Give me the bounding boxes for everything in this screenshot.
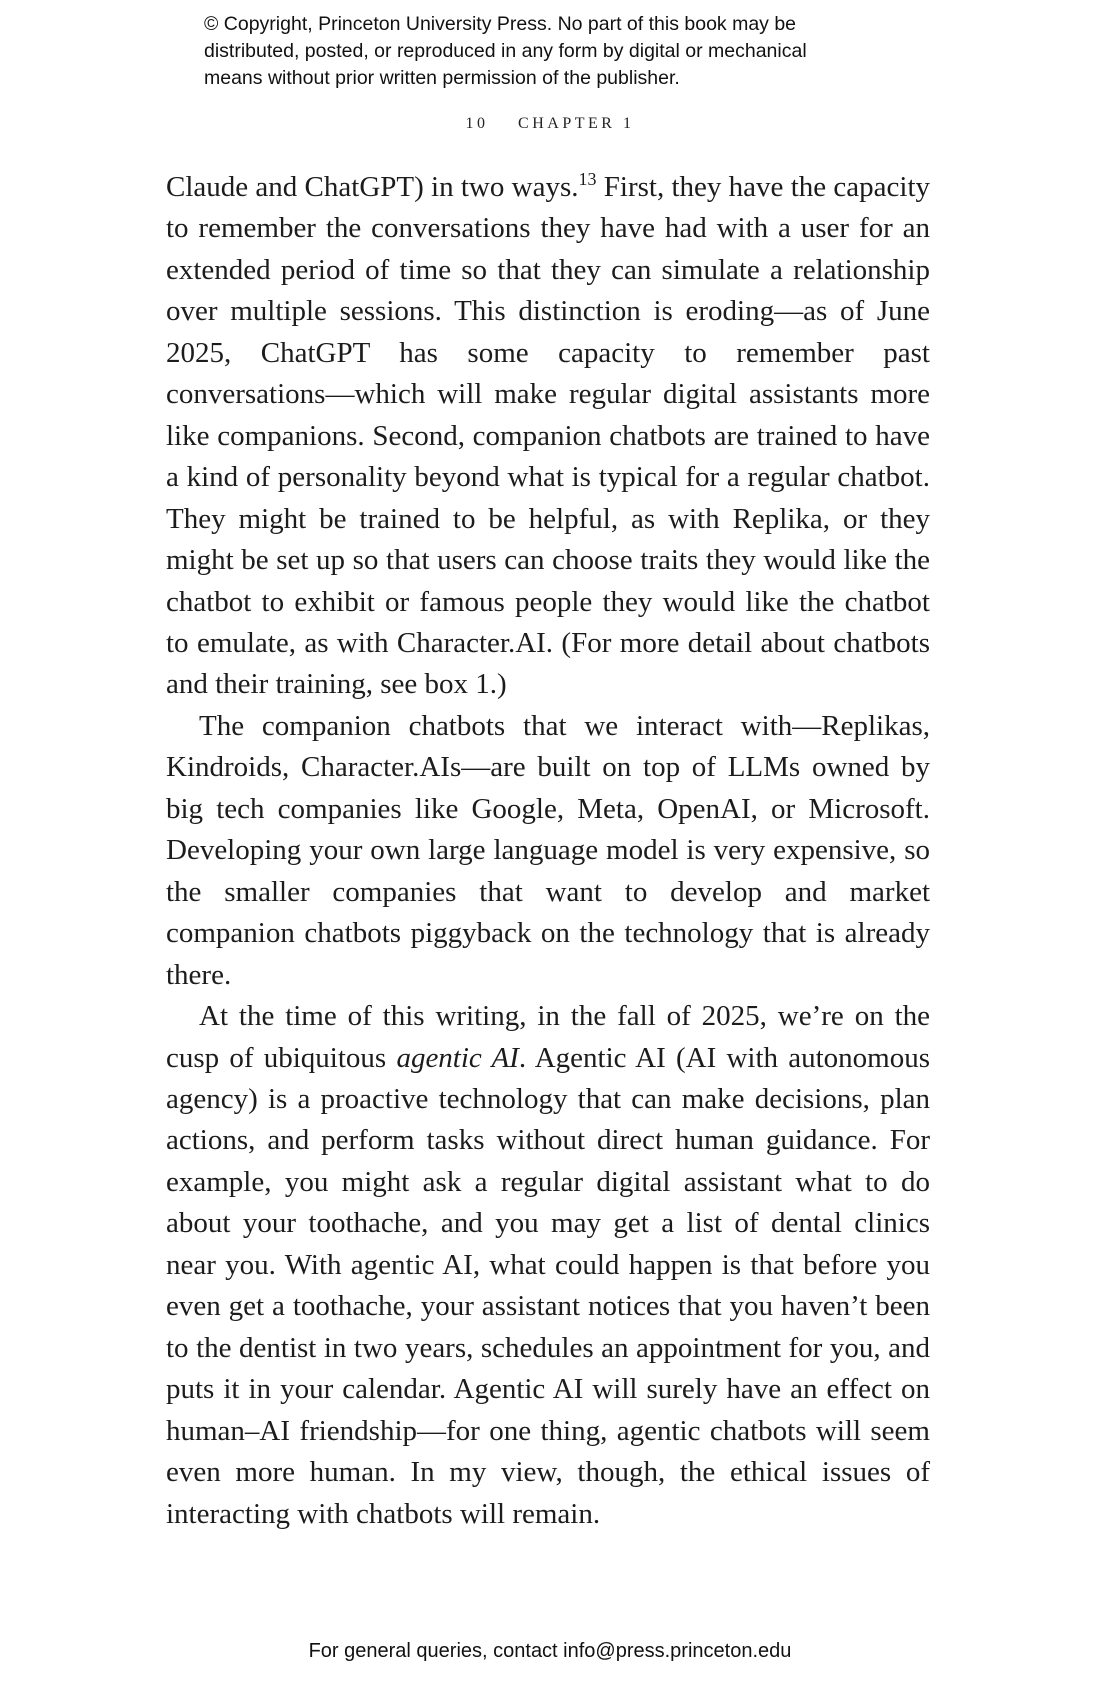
copyright-line: means without prior written permission of the publisher. — [204, 67, 680, 89]
running-head — [0, 115, 1100, 133]
paragraph: The companion chatbots that we interact with—Replikas, Kindroids, Character.AIs—are built on top of LLMs owned by big tech companies like Google, Meta, OpenAI, or Microsoft. Developing your own large language model is very expensive, so the smaller companies that want to develop and market companion chatbots piggyback on the technology that is already there. — [166, 709, 930, 991]
paragraph-text: At the time of this writing, in the fall of 2025, we’re on the cusp of ubiquitous — [166, 1000, 930, 1074]
footer-contact: For general queries, contact info@press.princeton.edu — [308, 1640, 792, 1662]
copyright-line: © Copyright, Princeton University Press. No part of this book may be — [204, 13, 797, 35]
paragraph-text: Claude and ChatGPT) in two ways. — [166, 171, 579, 203]
body-text — [166, 167, 930, 1535]
page-number: 10 — [465, 115, 489, 132]
paragraph — [166, 996, 930, 1535]
copyright-line: distributed, posted, or reproduced in any form by digital or mechanical — [204, 40, 807, 62]
footnote-marker: 13 — [578, 169, 597, 189]
copyright-notice — [204, 11, 944, 92]
paragraph-text: . Agentic AI (AI with autonomous agency) is a proactive technology that can make decisions, plan actions, and perform tasks without direct human guidance. For example, you might ask a regular digital assistant what to do about your toothache, and you may get a list of dental clinics near you. With agentic AI, what could happen is that before you even get a toothache, your assistant notices that you haven’t been to the dentist in two years, schedules an appointment for you, and puts it in your calendar. Agentic AI will surely have an effect on human–AI friendship—for one thing, agentic chatbots will seem even more human. In my view, though, the ethical issues of interacting with chatbots will remain. — [166, 1041, 930, 1530]
emphasized-term: agentic AI — [396, 1041, 519, 1074]
paragraph — [166, 167, 930, 706]
chapter-label: CHAPTER 1 — [518, 115, 635, 132]
paragraph-text: First, they have the capacity to remember the conversations they have had with a user for an extended period of time so that they can simulate a relationship over multiple sessions. This distinction is eroding—as of June 2025, ChatGPT has some capacity to remember past conversations—which will make regular digital assistants more like companions. Second, companion chatbots are trained to have a kind of personality beyond what is typical for a regular chatbot. They might be trained to be helpful, as with Replika, or they might be set up so that users can choose traits they would like the chatbot to exhibit or famous people they would like the chatbot to emulate, as with Character.AI. (For more detail about chatbots and their training, see box 1.) — [166, 171, 930, 701]
